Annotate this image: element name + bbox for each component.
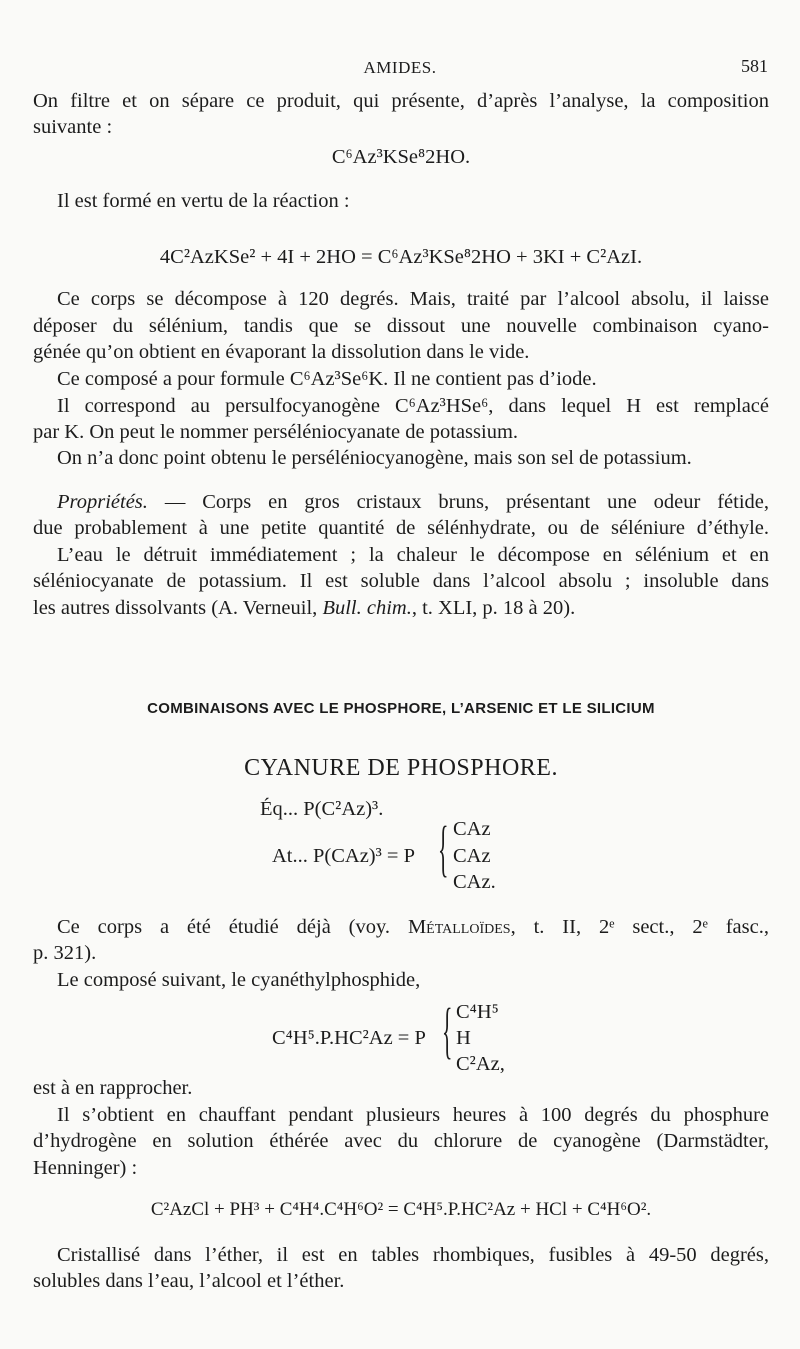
brace-icon: { [438,815,449,883]
text-line: Ce corps se décompose à 120 degrés. Mais, traité par l’alcool absolu, il laisse [57,288,769,310]
text-line: solubles dans l’eau, l’alcool et l’éther. [33,1270,345,1292]
section-heading: COMBINAISONS AVEC LE PHOSPHORE, L’ARSENIC ET LE SILICIUM [147,700,655,717]
reference-line [57,914,769,940]
page-number: 581 [741,56,768,76]
text-line: Il s’obtient en chauffant pendant plusieurs heures à 100 degrés du phosphure [57,1104,769,1126]
formula-item: C²Az, [456,1053,505,1075]
brace-icon: { [442,997,453,1065]
text-line: génée qu’on obtient en évaporant la dissolution dans le vide. [33,341,530,363]
running-title: AMIDES. [363,58,437,77]
citation-line [33,595,769,621]
text-line: L’eau le détruit immédiatement ; la chaleur le décompose en sélénium et en [57,544,769,566]
text-line: p. 321). [33,942,97,964]
text-line: — Corps en gros cristaux bruns, présentant une odeur fétide, [147,491,769,513]
formula-item: C⁴H⁵ [456,1001,499,1023]
text-line: due probablement à une petite quantité de sélénhydrate, ou de séléniure d’éthyle. [33,517,769,539]
reaction-equation: 4C²AzKSe² + 4I + 2HO = C⁶Az³KSe⁸2HO + 3KI + C²AzI. [159,246,643,268]
text-line: déposer du sélénium, tandis que se dissout une nouvelle combinaison cyano- [33,315,769,337]
text-line: est à en rapprocher. [33,1077,193,1099]
text-line: On n’a donc point obtenu le perséléniocyanogène, mais son sel de potassium. [57,447,692,469]
text-span: , t. XLI, p. 18 à 20). [411,597,576,619]
text-line: Ce composé a pour formule C⁶Az³Se⁶K. Il ne contient pas d’iode. [57,368,597,390]
text-line: Cristallisé dans l’éther, il est en tables rhombiques, fusibles à 49-50 degrés, [57,1244,769,1266]
text-line: suivante : [33,116,113,138]
text-line: Henninger) : [33,1157,138,1179]
article-title: CYANURE DE PHOSPHORE. [244,755,558,781]
formula-item: CAz [453,818,491,840]
text-line: par K. On peut le nommer perséléniocyanate de potassium. [33,421,519,443]
atomic-formula-label: At... P(CAz)³ = P [272,845,415,867]
text-line: Il est formé en vertu de la réaction : [57,190,350,212]
text-span: les autres dissolvants (A. Verneuil, [33,597,323,619]
text-line: séléniocyanate de potassium. Il est soluble dans l’alcool absolu ; insoluble dans [33,570,769,592]
compound-formula-label: C⁴H⁵.P.HC²Az = P [272,1027,426,1049]
journal-title: Bull. chim. [322,597,412,619]
text-line: On filtre et on sépare ce produit, qui présente, d’après l’analyse, la composition [33,90,769,112]
properties-line [57,489,769,515]
formula-item: H [456,1027,471,1049]
text-line: d’hydrogène en solution éthérée avec du chlorure de cyanogène (Darmstädter, [33,1130,769,1152]
formula-item: CAz. [453,871,496,893]
text-span: , t. II, 2ᵉ sect., 2ᵉ fasc., [510,916,769,938]
book-title: Métalloïdes [407,916,511,938]
text-line: Le composé suivant, le cyanéthylphosphide, [57,969,421,991]
text-line: Il correspond au persulfocyanogène C⁶Az³HSe⁶, dans lequel H est remplacé [57,395,769,417]
formula: C⁶Az³KSe⁸2HO. [331,146,471,168]
formula-item: CAz [453,845,491,867]
text-span: Ce corps a été étudié déjà (voy. [57,916,408,938]
equivalent-formula: Éq... P(C²Az)³. [260,798,384,820]
reaction-equation: C²AzCl + PH³ + C⁴H⁴.C⁴H⁶O² = C⁴H⁵.P.HC²Az + HCl + C⁴H⁶O². [150,1199,652,1220]
properties-label: Propriétés. [57,491,148,513]
